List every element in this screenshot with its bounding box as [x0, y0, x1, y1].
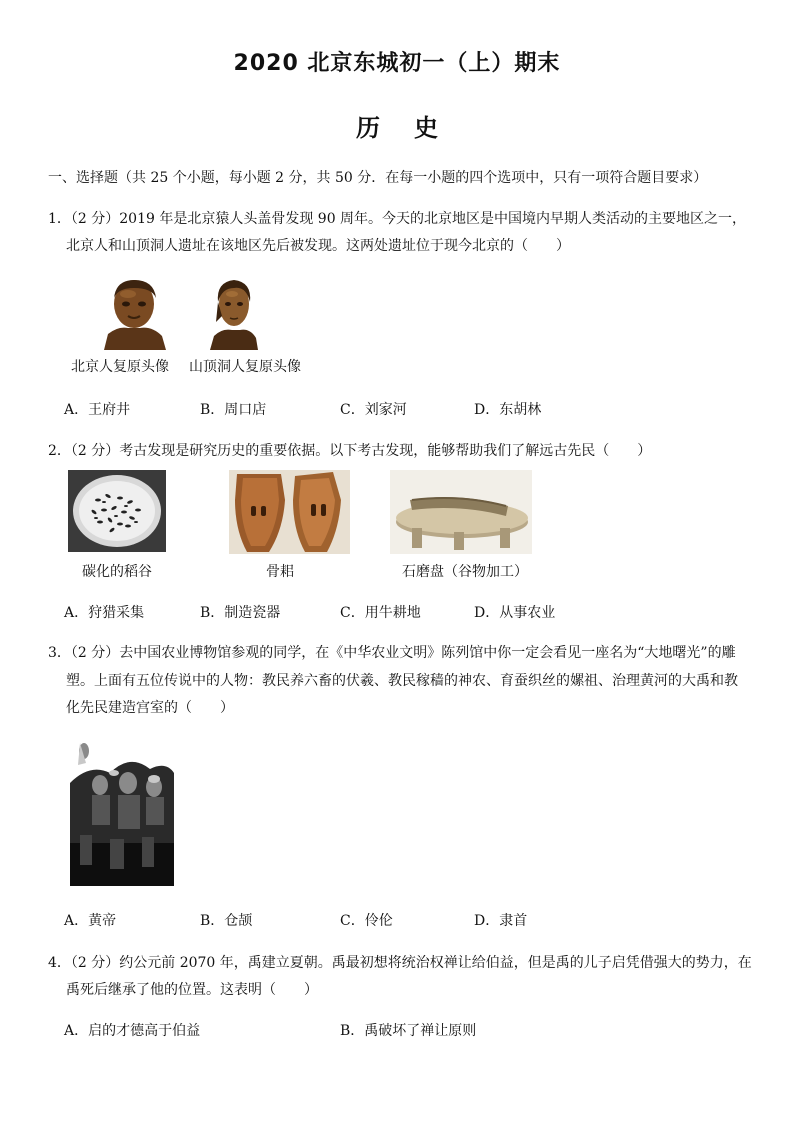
question-1-line-2: 北京人和山顶洞人遗址在该地区先后被发现。这两处遗址位于现今北京的（ ） — [66, 238, 570, 254]
question-3-line-1: 3．（2 分）去中国农业博物馆参观的同学，在《中华农业文明》陈列馆中你一定会看见一座名为“大地曙光”的雕 — [48, 645, 736, 661]
image-caption-bone-spade: 骨耜 — [266, 564, 294, 580]
question-2-option-b[interactable]: B．制造瓷器 — [200, 605, 281, 621]
question-1-option-b[interactable]: B．周口店 — [200, 402, 267, 418]
question-4-line-1: 4．（2 分）约公元前 2070 年，禹建立夏朝。禹最初想将统治权禅让给伯益，但是禹的儿子启凭借强大的势力，在 — [48, 955, 752, 971]
carbonized-rice-image — [68, 470, 166, 552]
question-4-option-a[interactable]: A．启的才德高于伯益 — [64, 1023, 201, 1039]
page-title: 2020 北京东城初一（上）期末 — [233, 51, 561, 76]
question-1-line-1: 1．（2 分）2019 年是北京猿人头盖骨发现 90 周年。今天的北京地区是中国境内早期人类活动的主要地区之一， — [48, 211, 747, 227]
sculpture-dawn-of-land-image — [70, 743, 174, 886]
question-1-option-d[interactable]: D．东胡林 — [474, 402, 542, 418]
question-1-option-c[interactable]: C．刘家河 — [340, 402, 407, 418]
question-3-option-a[interactable]: A．黄帝 — [64, 913, 117, 929]
image-caption-stone-quern: 石磨盘（谷物加工） — [402, 564, 528, 580]
bone-spade-image — [229, 470, 350, 554]
section-heading: 一、选择题（共 25 个小题，每小题 2 分，共 50 分．在每一小题的四个选项中，只有一项符合题目要求） — [48, 170, 708, 186]
question-3-option-b[interactable]: B．仓颉 — [200, 913, 253, 929]
question-3-option-c[interactable]: C．伶伦 — [340, 913, 393, 929]
image-caption-peking-man: 北京人复原头像 — [71, 359, 169, 375]
image-caption-upper-cave-man: 山顶洞人复原头像 — [189, 359, 301, 375]
question-1-option-a[interactable]: A．王府井 — [64, 402, 131, 418]
image-caption-carbonized-rice: 碳化的稻谷 — [82, 564, 152, 580]
question-4-option-b[interactable]: B．禹破坏了禅让原则 — [340, 1023, 477, 1039]
question-2-option-a[interactable]: A．狩猎采集 — [64, 605, 145, 621]
stone-quern-image — [390, 470, 532, 554]
question-4-line-2: 禹死后继承了他的位置。这表明（ ） — [66, 982, 318, 998]
question-2-line-1: 2．（2 分）考古发现是研究历史的重要依据。以下考古发现，能够帮助我们了解远古先民（ ） — [48, 443, 652, 459]
question-3-line-3: 化先民建造宫室的（ ） — [66, 700, 234, 716]
question-3-line-2: 塑。上面有五位传说中的人物：教民养六畜的伏羲、教民稼穑的神农、育蚕织丝的嫘祖、治理黄河的大禹和教 — [66, 673, 738, 689]
question-3-option-d[interactable]: D．隶首 — [474, 913, 528, 929]
question-2-option-c[interactable]: C．用牛耕地 — [340, 605, 421, 621]
subject-title: 历史 — [356, 114, 472, 142]
peking-man-bust-image — [98, 276, 170, 350]
upper-cave-man-bust-image — [206, 276, 262, 350]
question-2-option-d[interactable]: D．从事农业 — [474, 605, 556, 621]
